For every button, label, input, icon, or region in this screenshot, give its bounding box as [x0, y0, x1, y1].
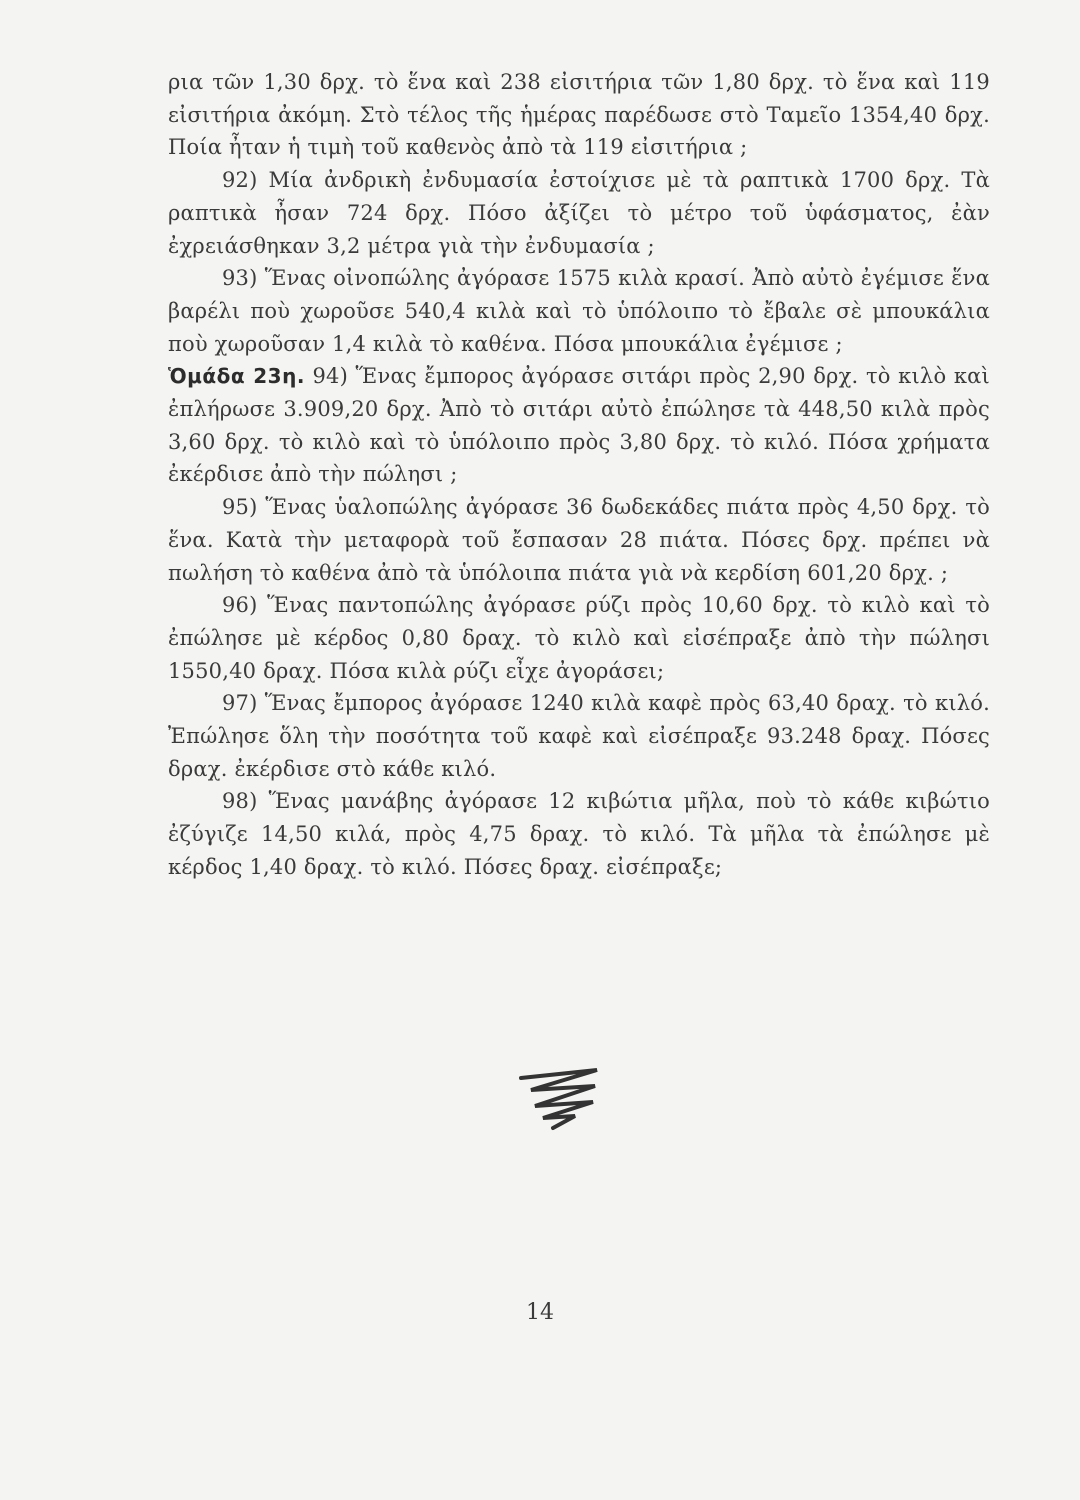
page-number: 14 [526, 1300, 554, 1325]
problem-97: 97) Ἕνας ἔμπορος ἀγόρασε 1240 κιλὰ καφὲ πρὸς 63,40 δραχ. τὸ κιλό. Ἐπώλησε ὅλη τὴν ποσότητα τοῦ καφὲ καὶ εἰσέπραξε 93.248 δραχ. Πόσες δραχ. ἐκέρδισε στὸ κάθε κιλό. [168, 691, 990, 781]
zigzag-ornament-icon [515, 1066, 605, 1132]
problem-94: 94) Ἕνας ἔμπορος ἀγόρασε σιτάρι πρὸς 2,90 δρχ. τὸ κιλὸ καὶ ἐπλήρωσε 3.909,20 δρχ. Ἀπὸ τὸ σιτάρι αὐτὸ ἐπώλησε τὰ 448,50 κιλὰ πρὸς 3,60 δρχ. τὸ κιλὸ καὶ τὸ ὑπόλοιπο πρὸς 3,80 δρχ. τὸ κιλό. Πόσα χρήματα ἐκέρδισε ἀπὸ τὴν πώλησι ; [168, 364, 990, 487]
problem-95: 95) Ἕνας ὑαλοπώλης ἀγόρασε 36 δωδεκάδες πιάτα πρὸς 4,50 δρχ. τὸ ἕνα. Κατὰ τὴν μεταφορὰ τοῦ ἔσπασαν 28 πιάτα. Πόσες δρχ. πρέπει νὰ πωλήση τὸ καθένα ἀπὸ τὰ ὑπόλοιπα πιάτα γιὰ νὰ κερδίση 601,20 δρχ. ; [168, 495, 990, 585]
problem-92: 92) Μία ἀνδρικὴ ἐνδυμασία ἐστοίχισε μὲ τὰ ραπτικὰ 1700 δρχ. Τὰ ραπτικὰ ἦσαν 724 δρχ. Πόσο ἀξίζει τὸ μέτρο τοῦ ὑφάσματος, ἐὰν ἐχρειάσθηκαν 3,2 μέτρα γιὰ τὴν ἐνδυμασία ; [168, 168, 990, 258]
group-heading: Ὁμάδα 23η. [168, 364, 305, 389]
paragraph-continuation: ρια τῶν 1,30 δρχ. τὸ ἕνα καὶ 238 εἰσιτήρια τῶν 1,80 δρχ. τὸ ἕνα καὶ 119 εἰσιτήρια ἀκόμη. Στὸ τέλος τῆς ἡμέρας παρέδωσε στὸ Ταμεῖο 1354,40 δρχ. Ποία ἦταν ἡ τιμὴ τοῦ καθενὸς ἀπὸ τὰ 119 εἰσιτήρια ; [168, 70, 990, 160]
problem-96: 96) Ἕνας παντοπώλης ἀγόρασε ρύζι πρὸς 10,60 δρχ. τὸ κιλὸ καὶ τὸ ἐπώλησε μὲ κέρδος 0,80 δραχ. τὸ κιλὸ καὶ εἰσέπραξε ἀπὸ τὴν πώλησι 1550,40 δραχ. Πόσα κιλὰ ρύζι εἶχε ἀγοράσει; [168, 593, 990, 683]
problem-94-group [168, 360, 990, 491]
problem-93: 93) Ἕνας οἰνοπώλης ἀγόρασε 1575 κιλὰ κρασί. Ἀπὸ αὐτὸ ἐγέμισε ἕνα βαρέλι ποὺ χωροῦσε 540,4 κιλὰ καὶ τὸ ὑπόλοιπο τὸ ἔβαλε σὲ μπουκάλια ποὺ χωροῦσαν 1,4 κιλὰ τὸ καθένα. Πόσα μπουκάλια ἐγέμισε ; [168, 266, 990, 356]
page-text [168, 66, 990, 884]
problem-98: 98) Ἕνας μανάβης ἀγόρασε 12 κιβώτια μῆλα, ποὺ τὸ κάθε κιβώτιο ἐζύγιζε 14,50 κιλά, πρὸς 4,75 δραχ. τὸ κιλό. Τὰ μῆλα τὰ ἐπώλησε μὲ κέρδος 1,40 δραχ. τὸ κιλό. Πόσες δραχ. εἰσέπραξε; [168, 789, 990, 879]
